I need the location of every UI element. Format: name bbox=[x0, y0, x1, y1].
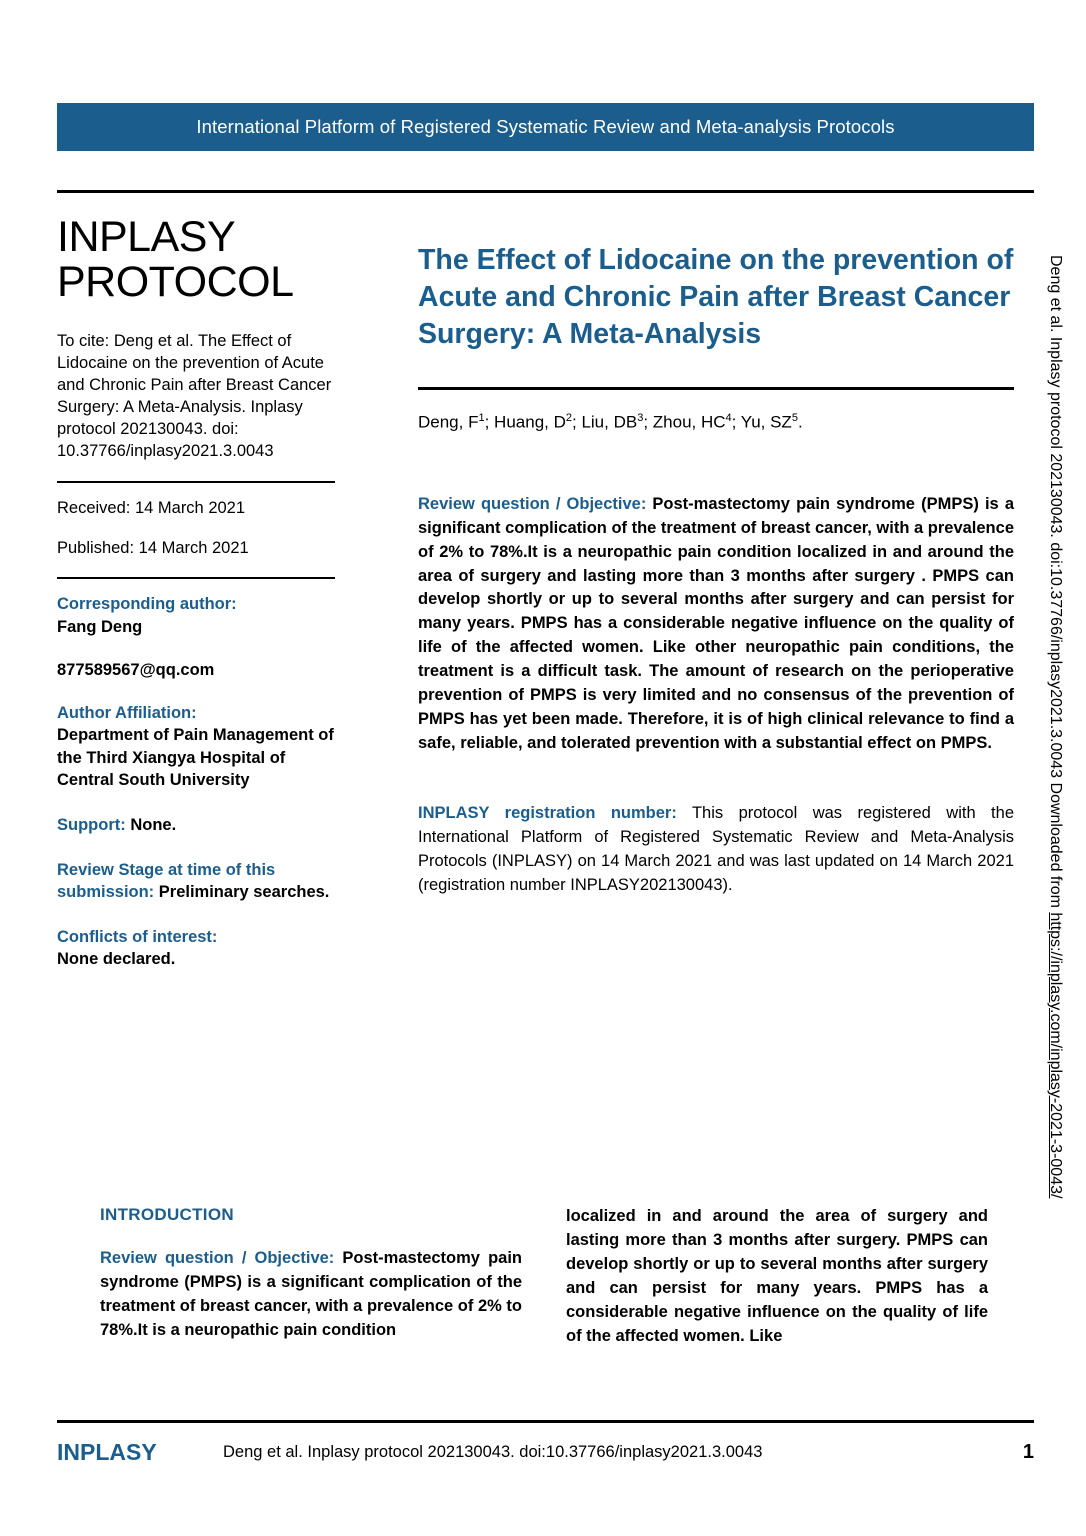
brand-line-2: PROTOCOL bbox=[57, 258, 294, 307]
conflicts-label: Conflicts of interest: bbox=[57, 927, 218, 946]
side-note-link[interactable]: https://inplasy.com/inplasy-2021-3-0043/ bbox=[1047, 912, 1064, 1199]
citation-block: To cite: Deng et al. The Effect of Lidocaine on the prevention of Acute and Chronic Pain after Breast Cancer Surgery: A Meta-Analysis. Inplasy protocol 202130043. doi: 10.37766/inplasy2021.3.0043 bbox=[57, 332, 332, 460]
footer-citation: Deng et al. Inplasy protocol 202130043. doi:10.37766/inplasy2021.3.0043 bbox=[223, 1442, 763, 1461]
brand-line-1: INPLASY bbox=[57, 213, 236, 261]
review-stage-value: Preliminary searches. bbox=[158, 883, 330, 902]
corresponding-author-block bbox=[57, 593, 335, 638]
bottom-divider bbox=[57, 1420, 1034, 1423]
body-left-text: Post-mastectomy pain syndrome (PMPS) is a significant complication of the treatment of breast cancer, with a prevalence of 2% to 78%.It is a neuropathic pain condition bbox=[100, 1249, 522, 1339]
published-date: Published: 14 March 2021 bbox=[57, 539, 249, 558]
author-affiliation-label: Author Affiliation: bbox=[57, 703, 197, 722]
author-list: Deng, $F^1$; Huang, $D^2$; Liu, $DB^3$; Zhou, $HC^4$; Yu, $SZ^5$. bbox=[418, 412, 803, 432]
header-banner bbox=[57, 103, 1034, 151]
top-divider bbox=[57, 190, 1034, 193]
paper-title: The Effect of Lidocaine on the prevention of Acute and Chronic Pain after Breast Cancer Surgery: A Meta-Analysis bbox=[418, 244, 1014, 351]
abstract-label: Review question / Objective: bbox=[418, 494, 647, 513]
author-affiliation-block bbox=[57, 702, 335, 792]
received-date: Received: 14 March 2021 bbox=[57, 498, 246, 517]
review-stage-block bbox=[57, 859, 335, 904]
body-column-left bbox=[100, 1205, 522, 1349]
footer-page-number: 1 bbox=[1022, 1440, 1034, 1463]
vertical-side-note bbox=[1038, 255, 1068, 1375]
review-stage-label: Review Stage at time of this submission: bbox=[57, 860, 276, 902]
footer-brand: INPLASY bbox=[57, 1438, 157, 1465]
body-left-label: Review question / Objective: bbox=[100, 1249, 335, 1267]
main-column bbox=[418, 242, 1014, 898]
sidebar-divider-1 bbox=[57, 481, 335, 483]
registration-label: INPLASY registration number: bbox=[418, 803, 677, 822]
support-block bbox=[57, 814, 335, 837]
section-heading-introduction: INTRODUCTION bbox=[100, 1205, 234, 1224]
body-column-right bbox=[566, 1205, 988, 1349]
registration-text: This protocol was registered with the International Platform of Registered Systematic Review and Meta-Analysis Protocols (INPLASY) on 14 March 2021 and was last updated on 14 March 2021 (registration number INPLASY202130043). bbox=[418, 803, 1014, 894]
review-question-objective-abstract bbox=[418, 493, 1014, 756]
side-note-text: Deng et al. Inplasy protocol 202130043. doi:10.37766/inplasy2021.3.0043 Downloaded from bbox=[1047, 255, 1064, 913]
vertical-side-note-inner bbox=[1046, 255, 1064, 1199]
support-label: Support: bbox=[57, 816, 126, 834]
sidebar-divider-2 bbox=[57, 577, 335, 579]
abstract-text: Post-mastectomy pain syndrome (PMPS) is a significant complication of the treatment of breast cancer, with a prevalence of 2% to 78%.It is a neuropathic pain condition localized in and around the area of surgery and lasting more than 3 months after surgery . PMPS can develop shortly or up to several months after surgery and can persist for many years. PMPS has a considerable negative influence on the quality of life of the affected women. Like other neuropathic pain conditions, the treatment is a difficult task. The amount of research on the perioperative prevention of PMPS is very limited and no consensus of the prevention of PMPS has yet been made. Therefore, it is of high clinical relevance to find a safe, reliable, and tolerated prevention with a substantial effect on PMPS. bbox=[418, 494, 1014, 753]
body-columns bbox=[100, 1205, 988, 1349]
header-banner-text: International Platform of Registered Systematic Review and Meta-analysis Protocols bbox=[196, 116, 895, 137]
conflicts-value: None declared. bbox=[57, 950, 176, 969]
inplasy-protocol-brand bbox=[57, 215, 335, 305]
corresponding-author-name: Fang Deng bbox=[57, 618, 143, 637]
body-paragraph-left bbox=[100, 1247, 522, 1343]
support-value: None. bbox=[130, 816, 177, 834]
page-footer bbox=[57, 1432, 1034, 1472]
author-affiliation-value: Department of Pain Management of the Third Xiangya Hospital of Central South University bbox=[57, 726, 334, 790]
corresponding-author-email[interactable]: 877589567@qq.com bbox=[57, 660, 215, 679]
title-divider bbox=[418, 387, 1014, 390]
registration-number-block bbox=[418, 802, 1014, 898]
body-paragraph-right: localized in and around the area of surgery and lasting more than 3 months after surgery. PMPS can develop shortly or up to several months after surgery and can persist for many years. PMPS has a considerable negative influence on the quality of life of the affected women. Like bbox=[566, 1207, 988, 1345]
corresponding-author-label: Corresponding author: bbox=[57, 595, 237, 614]
conflicts-block bbox=[57, 926, 335, 971]
left-sidebar-column bbox=[57, 215, 335, 993]
